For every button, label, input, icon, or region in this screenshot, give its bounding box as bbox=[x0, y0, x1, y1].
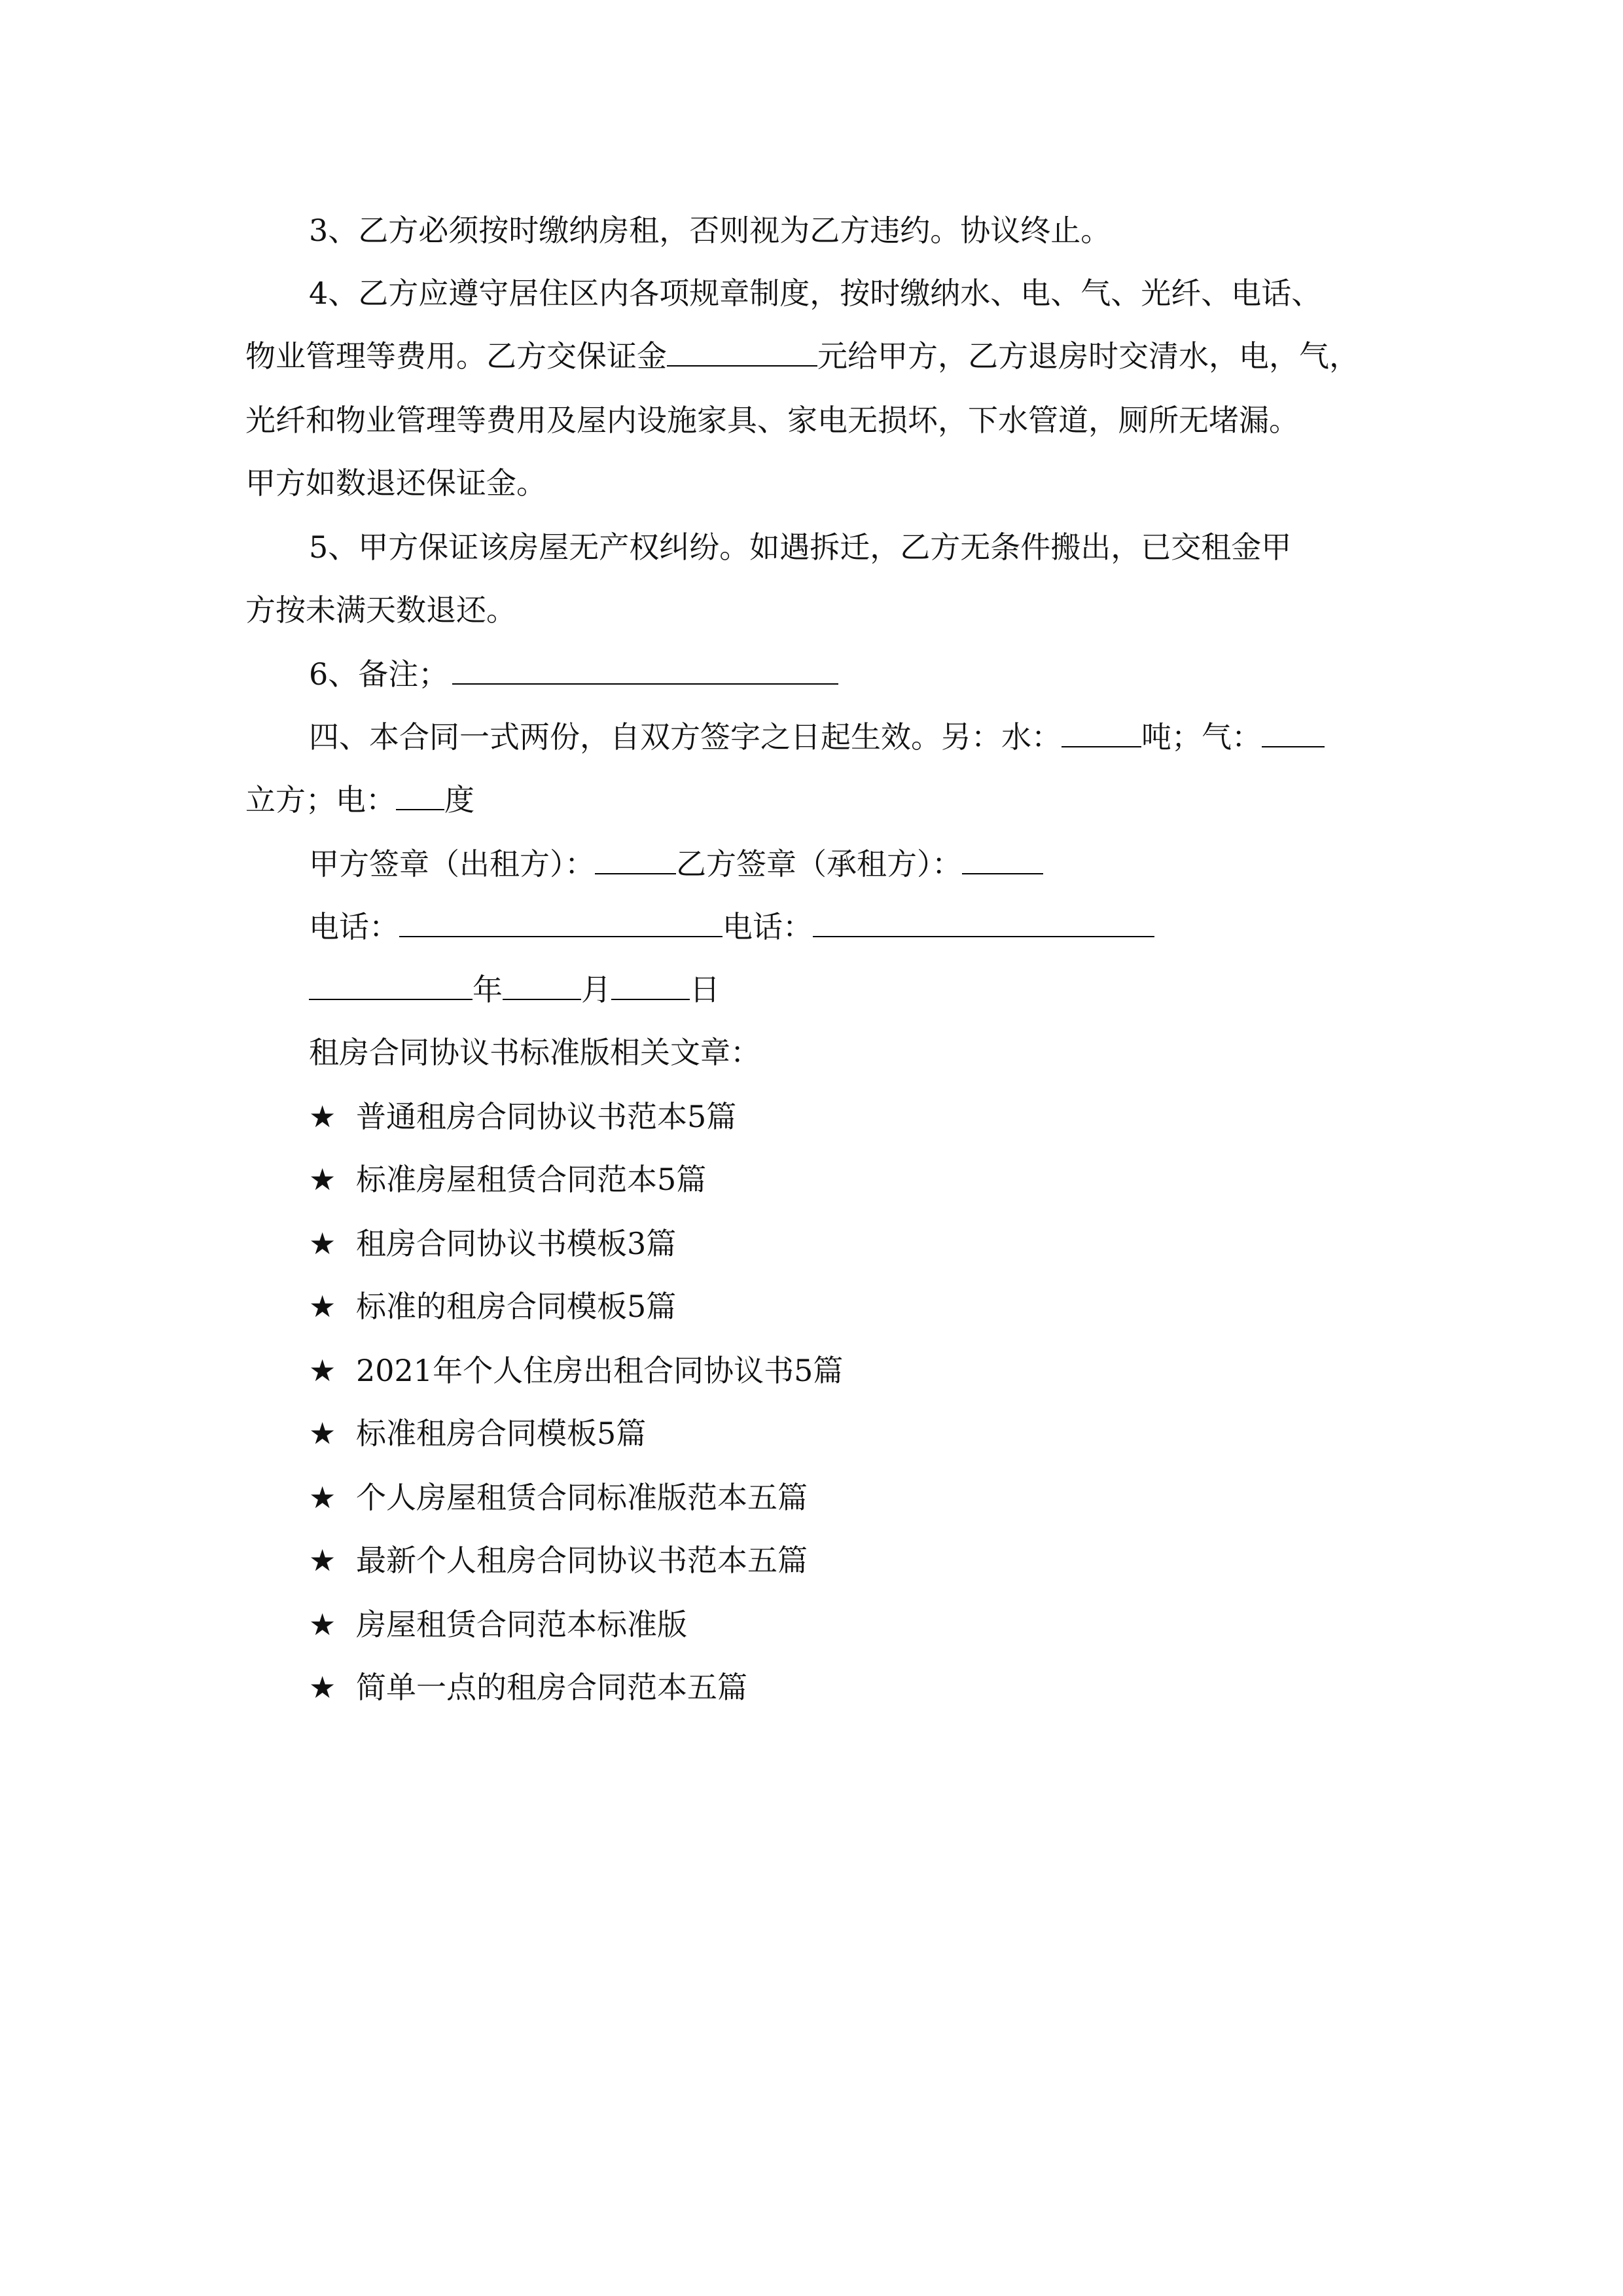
phone-line bbox=[309, 907, 1154, 946]
related-link[interactable] bbox=[309, 1414, 646, 1453]
related-link[interactable] bbox=[309, 1097, 736, 1136]
clause-4-line-4 bbox=[245, 463, 546, 503]
related-link-text[interactable]: 个人房屋租赁合同标准版范本五篇 bbox=[356, 1480, 808, 1515]
related-link-text[interactable]: 普通租房合同协议书范本5篇 bbox=[356, 1099, 737, 1134]
clause-4-text-2a: 物业管理等费用。乙方交保证金 bbox=[245, 338, 667, 374]
electricity-blank[interactable] bbox=[396, 780, 444, 810]
related-heading bbox=[309, 1033, 760, 1072]
related-heading-text: 租房合同协议书标准版相关文章： bbox=[309, 1035, 760, 1070]
related-link-text[interactable]: 最新个人租房合同协议书范本五篇 bbox=[356, 1543, 808, 1578]
section-4-text-2b: 度 bbox=[444, 782, 474, 817]
clause-4-text-2b: 元给甲方，乙方退房时交清水，电，气， bbox=[817, 338, 1359, 374]
party-a-phone-blank[interactable] bbox=[399, 907, 722, 937]
remarks-blank[interactable] bbox=[452, 655, 838, 685]
star-icon: ★ bbox=[309, 1226, 336, 1261]
section-4-text-2a: 立方；电： bbox=[245, 782, 396, 817]
clause-5-text-2: 方按未满天数退还。 bbox=[245, 592, 516, 628]
clause-5-text-1: 5、甲方保证该房屋无产权纠纷。如遇拆迁，乙方无条件搬出，已交租金甲 bbox=[309, 529, 1292, 565]
clause-6-text: 6、备注； bbox=[309, 656, 449, 692]
signature-line bbox=[309, 844, 1043, 884]
party-a-signature-label: 甲方签章（出租方）： bbox=[309, 846, 595, 882]
month-label: 月 bbox=[581, 972, 611, 1007]
year-blank[interactable] bbox=[309, 970, 473, 1000]
star-icon: ★ bbox=[309, 1670, 336, 1705]
section-4-text-1b: 吨；气： bbox=[1141, 719, 1262, 755]
star-icon: ★ bbox=[309, 1353, 336, 1388]
party-a-signature-blank[interactable] bbox=[595, 844, 676, 874]
related-link[interactable] bbox=[309, 1605, 687, 1644]
section-4-line-1 bbox=[309, 717, 1325, 757]
month-blank[interactable] bbox=[503, 970, 581, 1000]
clause-4-line-3 bbox=[245, 401, 1299, 440]
related-link[interactable] bbox=[309, 1160, 706, 1199]
deposit-amount-blank[interactable] bbox=[667, 336, 817, 367]
clause-4-text-4: 甲方如数退还保证金。 bbox=[245, 465, 546, 501]
related-link-text[interactable]: 标准租房合同模板5篇 bbox=[356, 1416, 647, 1451]
clause-4-line-1 bbox=[309, 274, 1321, 313]
day-label: 日 bbox=[690, 972, 720, 1007]
clause-4-text-1: 4、乙方应遵守居住区内各项规章制度，按时缴纳水、电、气、光纤、电话、 bbox=[309, 276, 1322, 311]
related-link-text[interactable]: 租房合同协议书模板3篇 bbox=[356, 1226, 677, 1261]
party-a-phone-label: 电话： bbox=[309, 909, 399, 944]
related-link[interactable] bbox=[309, 1668, 747, 1707]
party-b-phone-label: 电话： bbox=[722, 909, 813, 944]
water-tons-blank[interactable] bbox=[1061, 717, 1141, 747]
day-blank[interactable] bbox=[611, 970, 690, 1000]
related-link[interactable] bbox=[309, 1351, 843, 1390]
star-icon: ★ bbox=[309, 1543, 336, 1578]
star-icon: ★ bbox=[309, 1480, 336, 1515]
related-link[interactable] bbox=[309, 1287, 676, 1326]
year-label: 年 bbox=[473, 972, 503, 1007]
clause-6 bbox=[309, 655, 838, 694]
clause-5-line-1 bbox=[309, 528, 1291, 567]
star-icon: ★ bbox=[309, 1289, 336, 1324]
section-4-text-1a: 四、本合同一式两份，自双方签字之日起生效。另：水： bbox=[309, 719, 1061, 755]
related-link[interactable] bbox=[309, 1224, 676, 1263]
date-line bbox=[309, 970, 720, 1009]
related-link[interactable] bbox=[309, 1478, 808, 1517]
star-icon: ★ bbox=[309, 1607, 336, 1642]
party-b-signature-blank[interactable] bbox=[962, 844, 1043, 874]
clause-5-line-2 bbox=[245, 590, 516, 630]
star-icon: ★ bbox=[309, 1416, 336, 1451]
clause-4-text-3: 光纤和物业管理等费用及屋内设施家具、家电无损坏，下水管道，厕所无堵漏。 bbox=[245, 403, 1299, 438]
party-b-phone-blank[interactable] bbox=[813, 907, 1154, 937]
clause-4-line-2 bbox=[245, 336, 1359, 376]
gas-blank[interactable] bbox=[1262, 717, 1325, 747]
related-link-text[interactable]: 标准的租房合同模板5篇 bbox=[356, 1289, 677, 1324]
related-link-text[interactable]: 房屋租赁合同范本标准版 bbox=[356, 1607, 687, 1642]
star-icon: ★ bbox=[309, 1099, 336, 1134]
clause-3-text: 3、乙方必须按时缴纳房租，否则视为乙方违约。协议终止。 bbox=[309, 213, 1111, 248]
star-icon: ★ bbox=[309, 1162, 336, 1197]
related-link-text[interactable]: 简单一点的租房合同范本五篇 bbox=[356, 1670, 747, 1705]
related-link[interactable] bbox=[309, 1541, 808, 1580]
party-b-signature-label: 乙方签章（承租方）： bbox=[676, 846, 962, 882]
section-4-line-2 bbox=[245, 780, 474, 819]
clause-3 bbox=[309, 211, 1111, 250]
related-link-text[interactable]: 标准房屋租赁合同范本5篇 bbox=[356, 1162, 707, 1197]
related-link-text[interactable]: 2021年个人住房出租合同协议书5篇 bbox=[356, 1353, 844, 1388]
